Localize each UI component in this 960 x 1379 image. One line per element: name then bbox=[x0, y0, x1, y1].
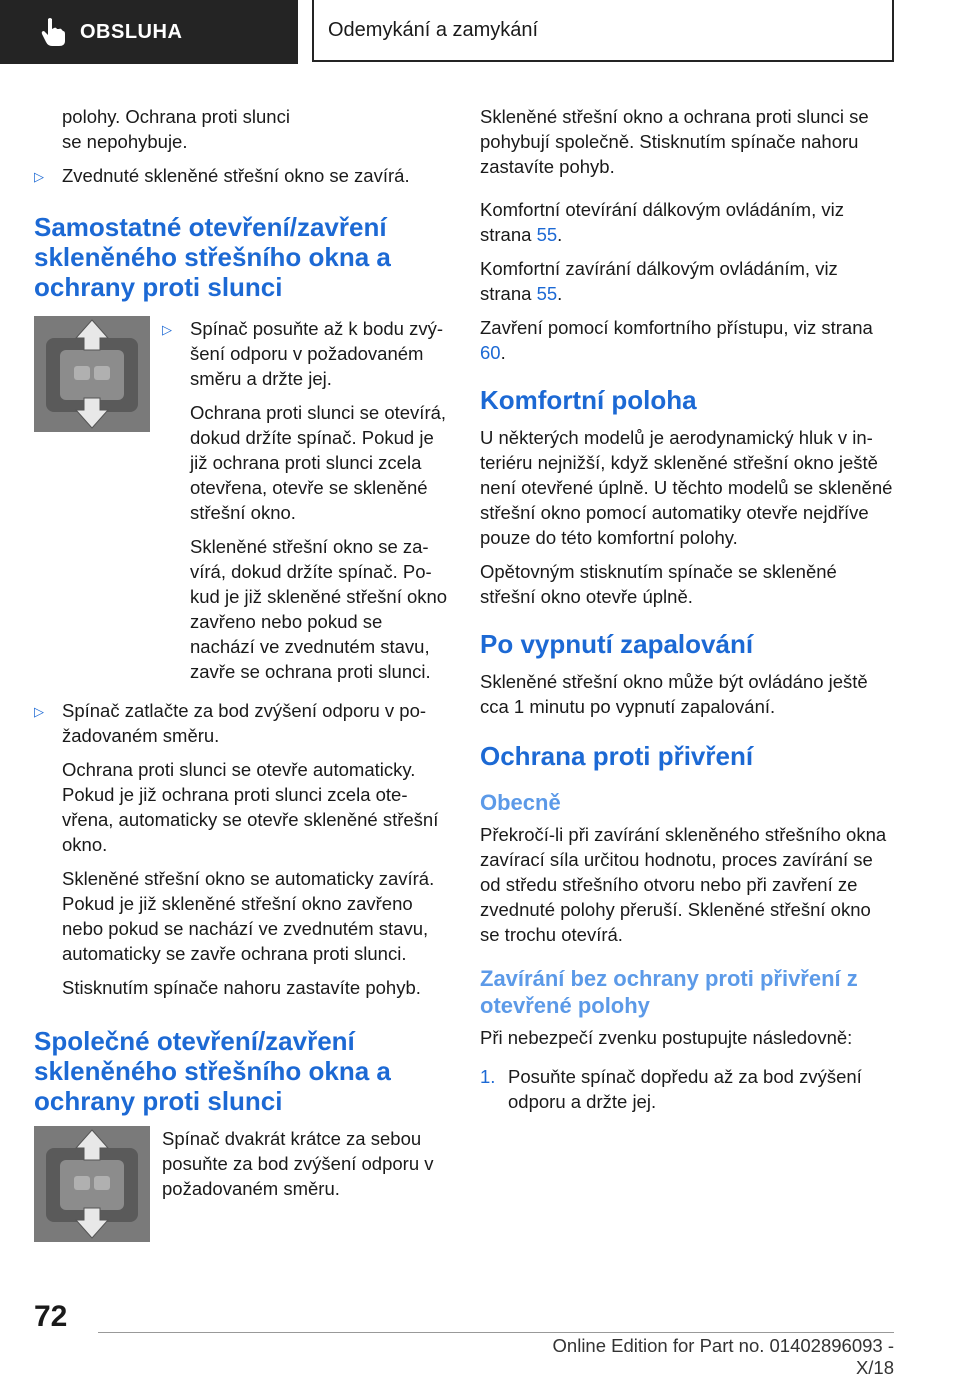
list-item-text: Skleněné střešní okno se automaticky zavírá. Pokud je již skleněné střešní okno zavřeno nebo pokud se nachází ve zvednutém stavu, automaticky se zavře ochrana proti slunci. bbox=[62, 868, 435, 964]
step-number: 1. bbox=[480, 1066, 496, 1087]
heading-ochrana-privreni: Ochrana proti přivření bbox=[480, 741, 754, 771]
switch-image-row bbox=[34, 1126, 448, 1242]
cross-reference: Komfortní zavírání dálkovým ovládáním, viz strana 55. bbox=[480, 258, 838, 304]
cross-reference-text: Komfortní otevírání dálkovým ovládáním, viz strana bbox=[480, 199, 844, 245]
page-number: 72 bbox=[34, 1300, 68, 1333]
page-link[interactable]: 55 bbox=[536, 283, 558, 304]
page-link[interactable]: 60 bbox=[480, 342, 501, 363]
list-item-text: Stisknutím spínače nahoru zastavíte pohyb. bbox=[62, 977, 421, 998]
list-item-text: Zvednuté skleněné střešní okno se zavírá. bbox=[62, 165, 410, 186]
chapter-title: Odemykání a zamykání bbox=[328, 18, 539, 41]
list-item-text: Spínač posuňte až k bodu zvýšení odporu v požadovaném směru a držte jej. bbox=[190, 318, 443, 389]
heading-samostatne: Samostatné otevření/zavření skleněného střešního okna a ochrany proti slunci bbox=[34, 212, 391, 302]
cross-reference: Komfortní otevírání dálkovým ovládáním, viz strana 55. bbox=[480, 199, 844, 245]
paragraph: Skleněné střešní okno a ochrana proti slunci se pohybují společně. Stisknutím spínače nahoru zastavíte pohyb. bbox=[480, 106, 869, 177]
heading-obecne: Obecně bbox=[480, 790, 561, 815]
cross-reference-text: Zavření pomocí komfortního přístupu, viz strana bbox=[480, 317, 873, 338]
paragraph: Skleněné střešní okno může být ovládáno ještě cca 1 minutu po vypnutí zapalování. bbox=[480, 671, 868, 717]
footer-divider bbox=[98, 1332, 894, 1333]
numbered-step bbox=[480, 1064, 894, 1114]
cross-reference: Zavření pomocí komfortního přístupu, viz strana 60. bbox=[480, 317, 873, 363]
header-chapter-box bbox=[312, 0, 894, 62]
roof-switch-image bbox=[34, 1126, 150, 1242]
edition-note: Online Edition for Part no. 01402896093 - X/18 bbox=[552, 1335, 894, 1378]
heading-spolecne: Společné otevření/zavření skleněného střešního okna a ochrany proti slunci bbox=[34, 1026, 391, 1116]
paragraph: Opětovným stisknutím spínače se skleněné střešní okno otevře úplně. bbox=[480, 561, 837, 607]
paragraph: Při nebezpečí zvenku postupujte následovně: bbox=[480, 1027, 853, 1048]
section-title: OBSLUHA bbox=[80, 20, 183, 43]
list-item bbox=[34, 163, 448, 188]
hand-pointer-icon bbox=[40, 17, 66, 47]
list-item bbox=[34, 698, 448, 1000]
switch-image-row bbox=[34, 316, 448, 684]
step-text: Posuňte spínač dopředu až za bod zvýšení odporu a držte jej. bbox=[508, 1066, 862, 1112]
triangle-bullet-icon: ▷ bbox=[34, 169, 44, 184]
list-item-text: Skleněné střešní okno se zavírá, dokud držíte spínač. Pokud je již skleněné střešní okno zavřeno nebo pokud se nachází ve zvednutém stavu, zavře se ochrana proti slunci. bbox=[190, 536, 448, 682]
heading-zavirani: Zavírání bez ochrany proti přivření z otevřené polohy bbox=[480, 966, 858, 1018]
list-item-text: Spínač zatlačte za bod zvýšení odporu v požadovaném směru. bbox=[62, 700, 427, 746]
roof-switch-icon bbox=[34, 1126, 150, 1242]
paragraph: Překročí-li při zavírání skleněného střešního okna zavírací síla určitou hodnotu, proces zavírání se od středu střešního otvoru nebo při zavření ze zvednuté polohy přeruší. Skleněné střešní okno se trochu otevírá. bbox=[480, 824, 887, 945]
cross-reference-text: Komfortní zavírání dálkovým ovládáním, viz strana bbox=[480, 258, 838, 304]
continued-paragraph: polohy. Ochrana proti slunci se nepohybuje. bbox=[62, 106, 290, 152]
header-section-tab bbox=[0, 0, 298, 64]
list-item-text: Ochrana proti slunci se otevře automaticky. Pokud je již ochrana proti slunci zcela otevřena, automaticky se otevře skleněné střešní okno. bbox=[62, 759, 439, 855]
roof-switch-icon bbox=[34, 316, 150, 432]
left-column bbox=[34, 104, 448, 1250]
right-column bbox=[480, 104, 894, 1123]
spolecne-text: Spínač dvakrát krátce za sebou posuňte za bod zvýšení odporu v požadovaném směru. bbox=[162, 1128, 434, 1199]
heading-komfortni-poloha: Komfortní poloha bbox=[480, 385, 697, 415]
list-item bbox=[162, 316, 448, 684]
roof-switch-image bbox=[34, 316, 150, 432]
paragraph: U některých modelů je aerodynamický hluk v interiéru nejnižší, když skleněné střešní okno ještě není otevřené úplně. U těchto modelů se skleněné střešní okno pomocí automatiky otevře nejdříve pouze do této komfortní polohy. bbox=[480, 427, 893, 548]
heading-po-vypnuti: Po vypnutí zapalování bbox=[480, 629, 754, 659]
list-item-text: Ochrana proti slunci se otevírá, dokud držíte spínač. Pokud je již ochrana proti slunci zcela otevřena, otevře se skleněné střešní okno. bbox=[190, 402, 447, 523]
triangle-bullet-icon: ▷ bbox=[34, 704, 44, 719]
page-link[interactable]: 55 bbox=[536, 224, 558, 245]
triangle-bullet-icon: ▷ bbox=[162, 322, 172, 337]
